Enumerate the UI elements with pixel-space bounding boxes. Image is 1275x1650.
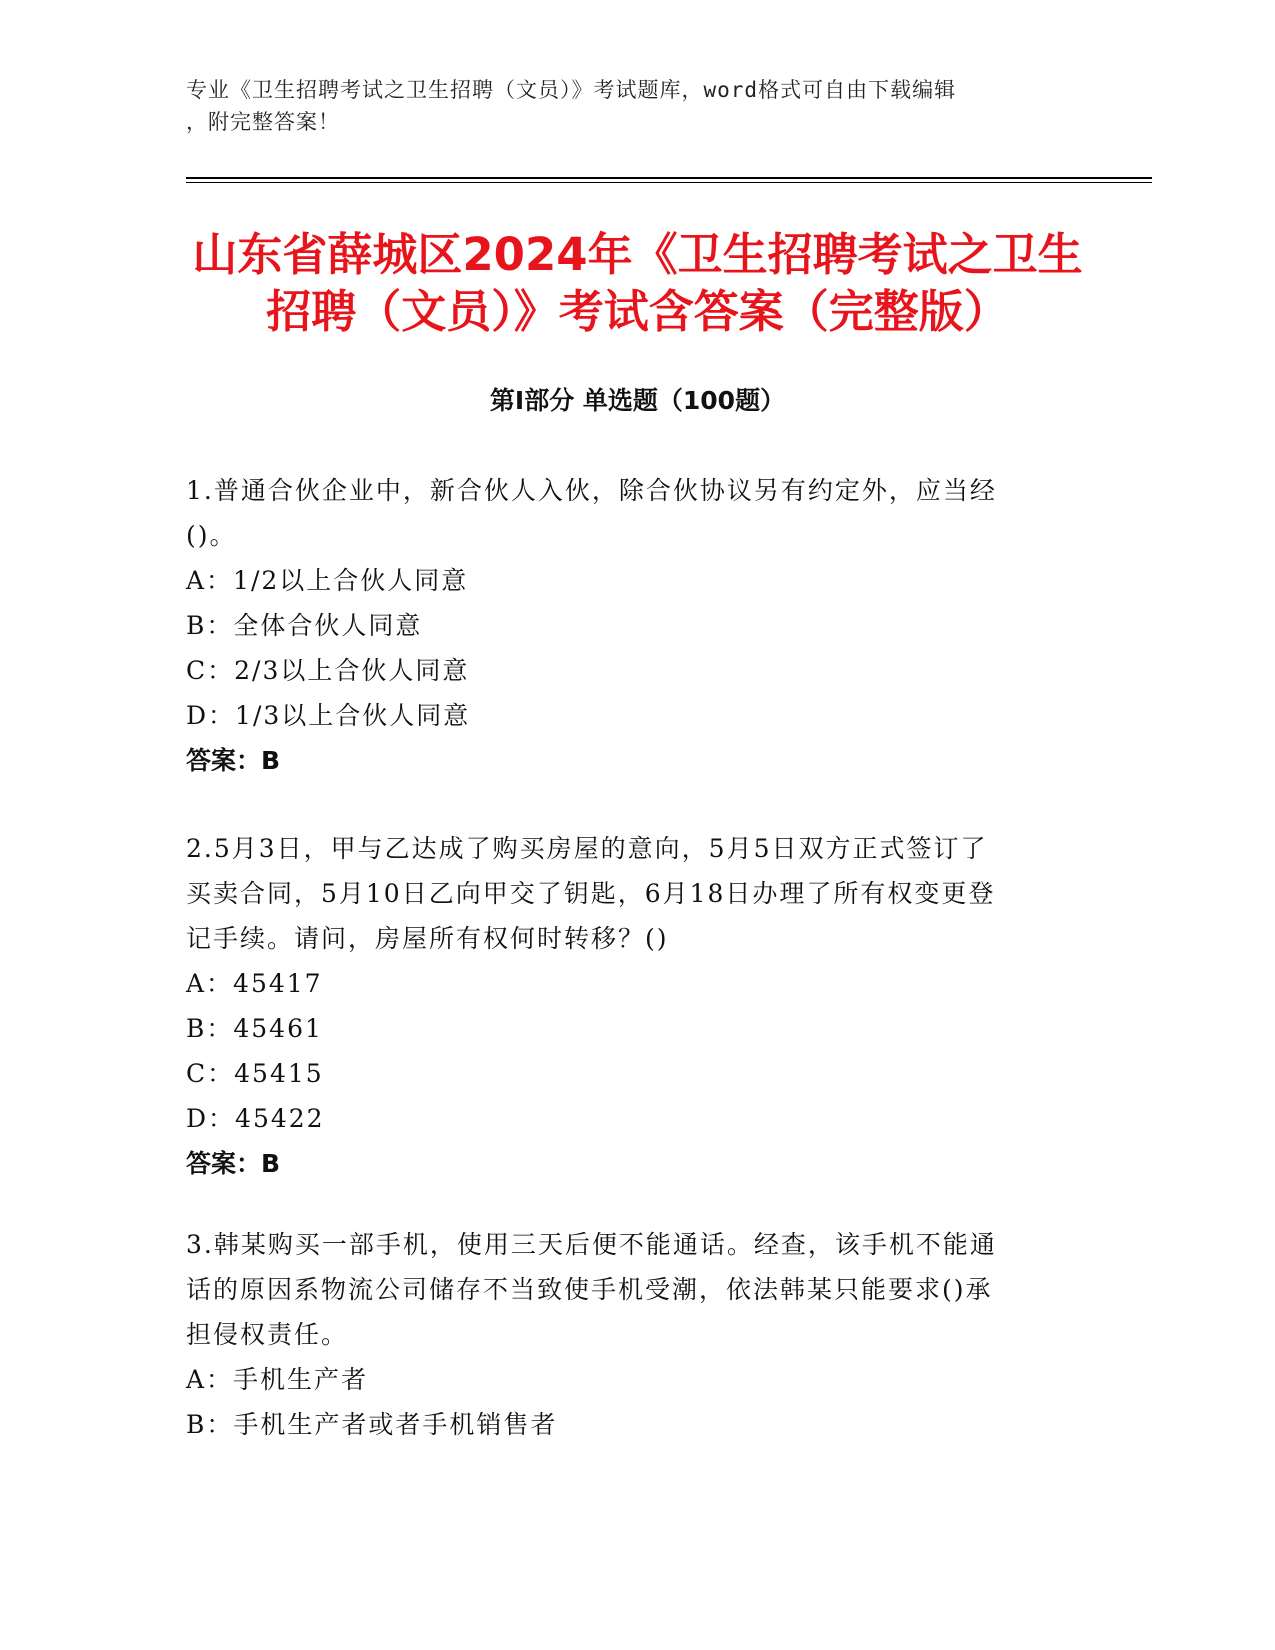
header-rule-thick bbox=[186, 177, 1152, 179]
title-line-1: 山东省薛城区2024年《卫生招聘考试之卫生 bbox=[192, 228, 1083, 281]
document-title bbox=[150, 226, 1125, 340]
option-d: D：45422 bbox=[186, 1104, 325, 1133]
option-b: B：45461 bbox=[186, 1014, 323, 1043]
question-stem-line: 1.普通合伙企业中，新合伙人入伙，除合伙协议另有约定外，应当经 bbox=[186, 476, 997, 505]
option-c: C：2/3以上合伙人同意 bbox=[186, 656, 470, 685]
question-stem-line: 买卖合同，5月10日乙向甲交了钥匙，6月18日办理了所有权变更登 bbox=[186, 879, 996, 908]
intro-text bbox=[186, 74, 1086, 138]
section-heading: 第Ⅰ部分 单选题（100题） bbox=[489, 386, 786, 415]
question-3 bbox=[186, 1222, 1086, 1447]
option-a: A：手机生产者 bbox=[186, 1365, 369, 1394]
question-2 bbox=[186, 826, 1086, 1186]
question-stem-line: ()。 bbox=[186, 521, 237, 550]
option-a: A：1/2以上合伙人同意 bbox=[186, 566, 469, 595]
option-b: B：全体合伙人同意 bbox=[186, 611, 423, 640]
answer-line: 答案：B bbox=[186, 746, 281, 775]
option-c: C：45415 bbox=[186, 1059, 324, 1088]
intro-line-1: 专业《卫生招聘考试之卫生招聘（文员）》考试题库，word格式可自由下载编辑 bbox=[186, 78, 957, 102]
title-line-2: 招聘（文员）》考试含答案（完整版） bbox=[266, 285, 1009, 338]
question-stem-line: 3.韩某购买一部手机，使用三天后便不能通话。经查，该手机不能通 bbox=[186, 1230, 997, 1259]
intro-line-2: ，附完整答案！ bbox=[186, 110, 340, 134]
question-stem-line: 记手续。请问，房屋所有权何时转移？() bbox=[186, 924, 669, 953]
option-a: A：45417 bbox=[186, 969, 323, 998]
header-rule-thin bbox=[186, 182, 1152, 183]
question-stem-line: 担侵权责任。 bbox=[186, 1320, 349, 1349]
option-d: D：1/3以上合伙人同意 bbox=[186, 701, 471, 730]
question-1 bbox=[186, 468, 1086, 783]
answer-line: 答案：B bbox=[186, 1149, 281, 1178]
option-b: B：手机生产者或者手机销售者 bbox=[186, 1410, 558, 1439]
question-stem-line: 话的原因系物流公司储存不当致使手机受潮，依法韩某只能要求()承 bbox=[186, 1275, 993, 1304]
question-stem-line: 2.5月3日，甲与乙达成了购买房屋的意向，5月5日双方正式签订了 bbox=[186, 834, 988, 863]
